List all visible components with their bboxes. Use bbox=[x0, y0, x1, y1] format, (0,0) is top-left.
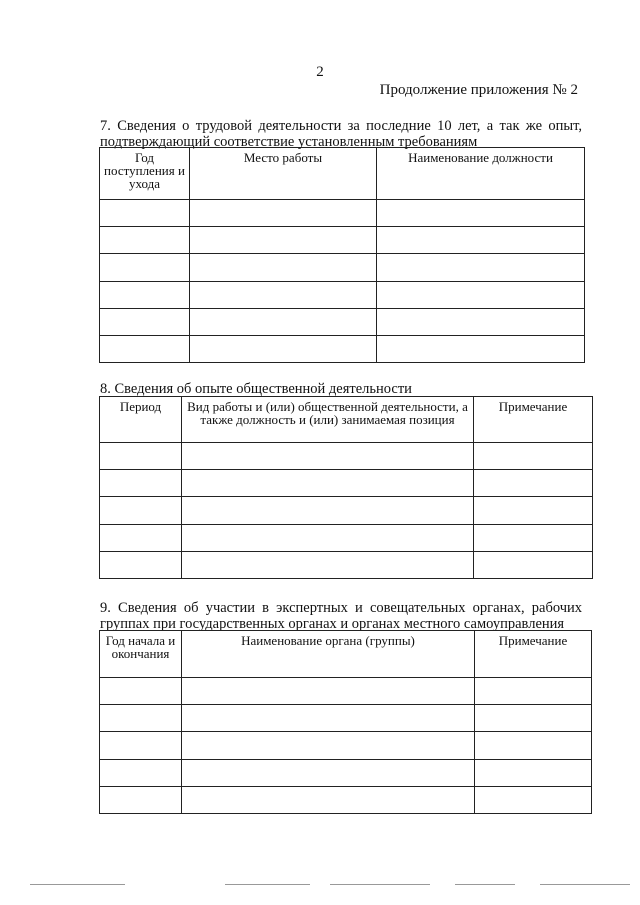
table-cell[interactable] bbox=[100, 443, 182, 470]
table-cell[interactable] bbox=[100, 254, 190, 282]
table-cell[interactable] bbox=[100, 787, 182, 814]
table-cell[interactable] bbox=[100, 525, 182, 552]
table-row bbox=[100, 443, 593, 470]
table-cell[interactable] bbox=[100, 200, 190, 227]
work-history-col-workplace: Место работы bbox=[190, 148, 377, 200]
table-cell[interactable] bbox=[474, 497, 593, 525]
table-cell[interactable] bbox=[377, 282, 585, 309]
table-cell[interactable] bbox=[474, 525, 593, 552]
scan-artifact-line bbox=[330, 884, 430, 885]
section9-heading-line1: 9. Сведения об участии в экспертных и совещательных органах, рабочих bbox=[100, 600, 582, 616]
work-history-table bbox=[99, 147, 585, 363]
page-number: 2 bbox=[316, 64, 324, 80]
table-cell[interactable] bbox=[190, 254, 377, 282]
table-cell[interactable] bbox=[190, 200, 377, 227]
appendix-note: Продолжение приложения № 2 bbox=[379, 82, 578, 98]
table-cell[interactable] bbox=[100, 678, 182, 705]
table-cell[interactable] bbox=[182, 443, 474, 470]
expert-bodies-col-body-name: Наименование органа (группы) bbox=[182, 631, 475, 678]
section9-heading-line2: группах при государственных органах и органах местного самоуправления bbox=[100, 616, 565, 632]
table-cell[interactable] bbox=[182, 705, 475, 732]
section8-heading bbox=[100, 381, 582, 397]
table-row bbox=[100, 552, 593, 579]
public-activity-col-note: Примечание bbox=[474, 397, 593, 443]
scan-artifact-line bbox=[455, 884, 515, 885]
table-cell[interactable] bbox=[182, 732, 475, 760]
table-row bbox=[100, 497, 593, 525]
table-cell[interactable] bbox=[475, 787, 592, 814]
table-cell[interactable] bbox=[475, 732, 592, 760]
table-cell[interactable] bbox=[474, 552, 593, 579]
section7-heading-line2: подтверждающий соответствие установленным требованиям bbox=[100, 134, 478, 150]
expert-bodies-col-note: Примечание bbox=[475, 631, 592, 678]
section9-heading bbox=[100, 600, 582, 632]
section7-heading-line1: 7. Сведения о трудовой деятельности за последние 10 лет, а так же опыт, bbox=[100, 118, 582, 134]
table-cell[interactable] bbox=[182, 525, 474, 552]
table-cell[interactable] bbox=[475, 678, 592, 705]
table-cell[interactable] bbox=[100, 309, 190, 336]
table-cell[interactable] bbox=[190, 336, 377, 363]
table-row bbox=[100, 678, 592, 705]
table-cell[interactable] bbox=[100, 732, 182, 760]
table-row bbox=[100, 254, 585, 282]
table-cell[interactable] bbox=[100, 282, 190, 309]
table-row bbox=[100, 227, 585, 254]
table-row bbox=[100, 470, 593, 497]
expert-bodies-table bbox=[99, 630, 592, 814]
table-row bbox=[100, 760, 592, 787]
table-cell[interactable] bbox=[474, 443, 593, 470]
table-cell[interactable] bbox=[377, 200, 585, 227]
table-row bbox=[100, 309, 585, 336]
table-row bbox=[100, 282, 585, 309]
table-row bbox=[100, 200, 585, 227]
table-cell[interactable] bbox=[377, 254, 585, 282]
table-row bbox=[100, 705, 592, 732]
public-activity-col-activity: Вид работы и (или) общественной деятельности, а также должность и (или) занимаемая позиция bbox=[182, 397, 474, 443]
table-cell[interactable] bbox=[100, 227, 190, 254]
table-cell[interactable] bbox=[475, 760, 592, 787]
table-cell[interactable] bbox=[100, 705, 182, 732]
table-cell[interactable] bbox=[377, 336, 585, 363]
table-cell[interactable] bbox=[182, 497, 474, 525]
table-cell[interactable] bbox=[182, 470, 474, 497]
section8-heading-line: 8. Сведения об опыте общественной деятельности bbox=[100, 381, 412, 397]
table-cell[interactable] bbox=[100, 552, 182, 579]
scan-artifact-line bbox=[30, 884, 125, 885]
public-activity-col-period: Период bbox=[100, 397, 182, 443]
scan-artifact-line bbox=[225, 884, 310, 885]
table-cell[interactable] bbox=[182, 678, 475, 705]
table-cell[interactable] bbox=[182, 760, 475, 787]
table-row bbox=[100, 732, 592, 760]
table-cell[interactable] bbox=[474, 470, 593, 497]
work-history-col-years: Год поступления и ухода bbox=[100, 148, 190, 200]
table-cell[interactable] bbox=[377, 309, 585, 336]
table-cell[interactable] bbox=[100, 497, 182, 525]
table-cell[interactable] bbox=[100, 336, 190, 363]
table-row bbox=[100, 525, 593, 552]
public-activity-table bbox=[99, 396, 593, 579]
table-cell[interactable] bbox=[100, 470, 182, 497]
table-row bbox=[100, 787, 592, 814]
expert-bodies-col-years: Год начала и окончания bbox=[100, 631, 182, 678]
work-history-col-position: Наименование должности bbox=[377, 148, 585, 200]
scan-artifact-line bbox=[540, 884, 630, 885]
table-cell[interactable] bbox=[377, 227, 585, 254]
table-cell[interactable] bbox=[190, 309, 377, 336]
table-cell[interactable] bbox=[190, 227, 377, 254]
section7-heading bbox=[100, 118, 582, 150]
table-cell[interactable] bbox=[475, 705, 592, 732]
table-row bbox=[100, 336, 585, 363]
table-cell[interactable] bbox=[182, 787, 475, 814]
table-cell[interactable] bbox=[100, 760, 182, 787]
table-cell[interactable] bbox=[182, 552, 474, 579]
table-cell[interactable] bbox=[190, 282, 377, 309]
